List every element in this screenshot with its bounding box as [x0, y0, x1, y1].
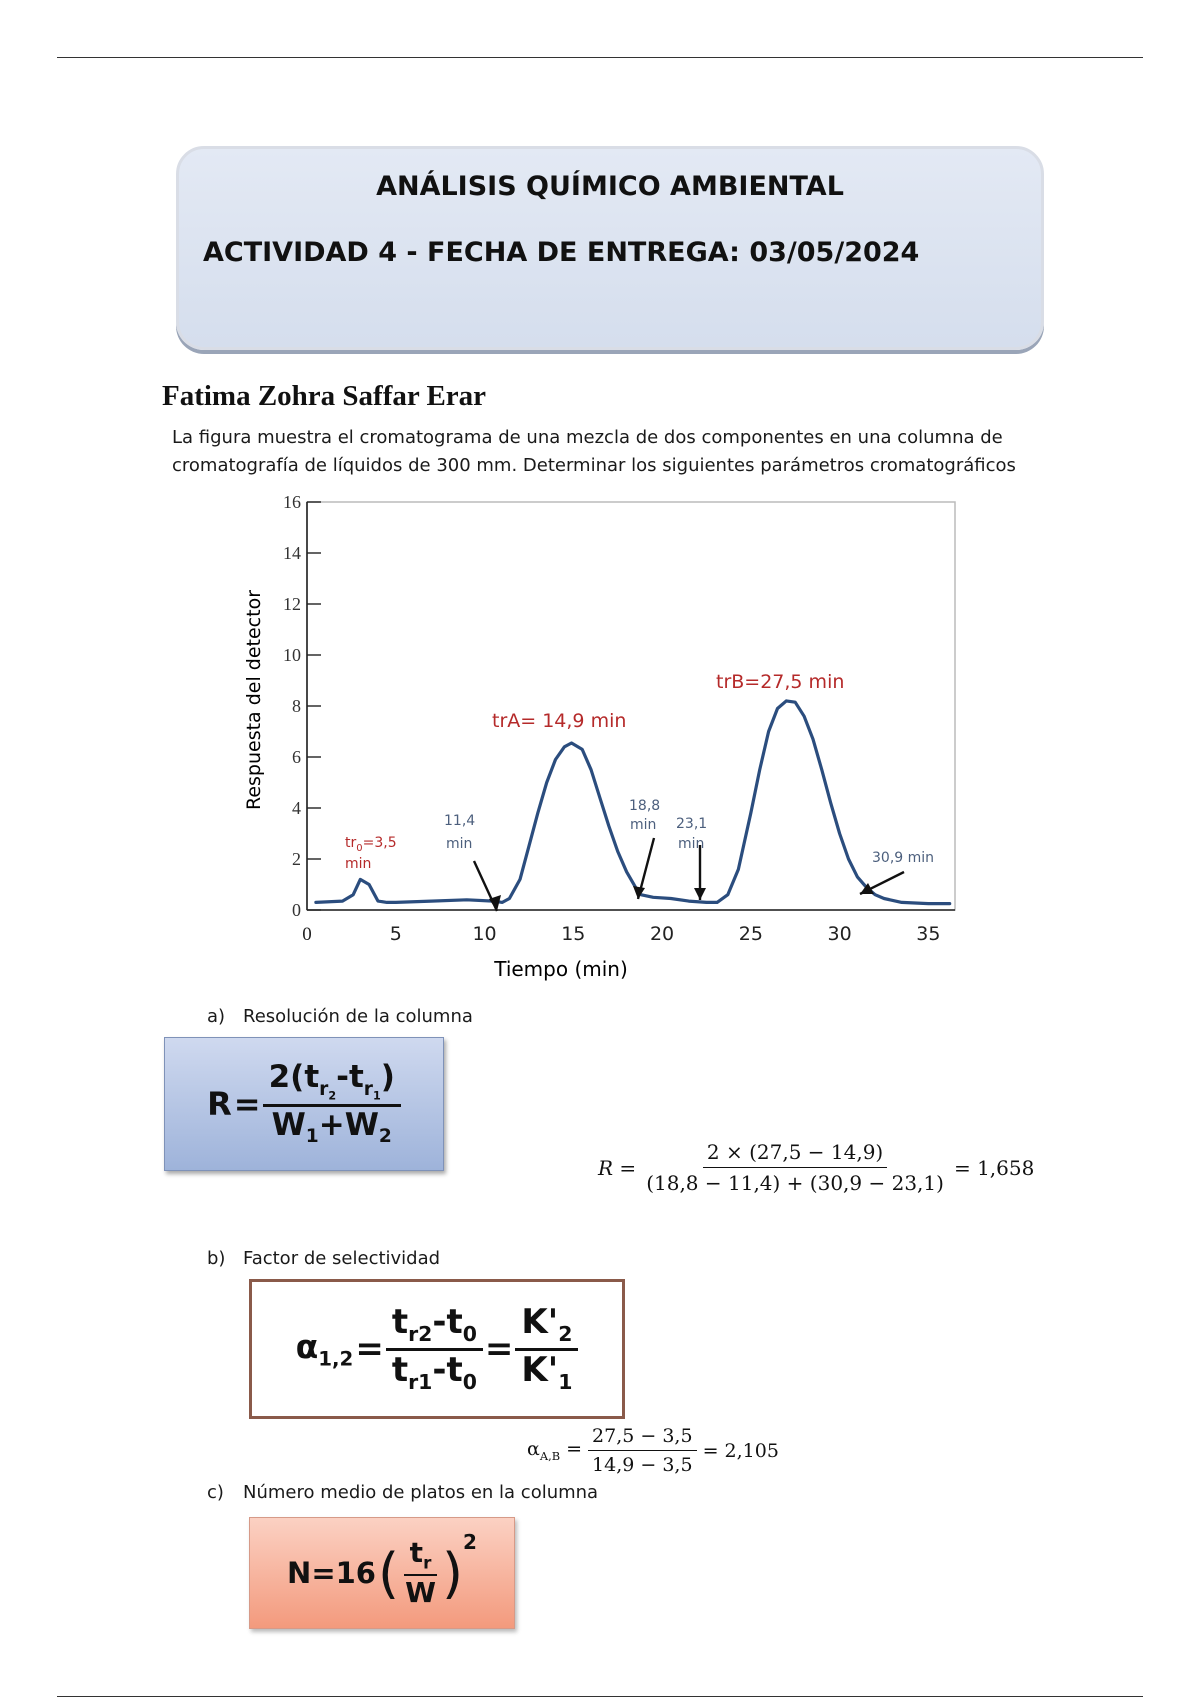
intro-text [172, 424, 1032, 480]
top-rule [57, 57, 1143, 58]
section-c-label: c) Número medio de platos en la columna [207, 1482, 599, 1503]
activity-title: ACTIVIDAD 4 - FECHA DE ENTREGA: 03/05/2024 [203, 237, 920, 268]
x-tick-label: 0 [302, 924, 312, 945]
section-b-label: b) Factor de selectividad [207, 1248, 441, 1269]
selectivity-time-fraction: $\frac{t_{r2}-t_0}{t_{r1}-t_0}$ [386, 1305, 483, 1392]
peak-b-label: trB=27,5 min [716, 671, 845, 693]
selectivity-calculation: $\alpha_{A,B}$ = $\frac{27,5 - 3,5}{14,9 - 3,5}$ = 2,105 [527, 1425, 779, 1476]
x-tick-label: 15 [561, 923, 586, 945]
tr0-label: $tr_0=3,5$ [345, 835, 397, 854]
selectivity-formula-box: $\alpha_{1,2}$ = $\frac{t_{r2}-t_0}{t_{r1}-t_0}$ = $\frac{K'_2}{K'_1}$ [249, 1279, 625, 1419]
time-30-9-label: 30,9 min [872, 850, 935, 866]
y-tick-label: 14 [283, 543, 301, 563]
time-18-8-min-label: min [630, 817, 657, 833]
chromatogram-chart [230, 490, 970, 990]
resolution-formula-box: R = $\frac{2(t_{r_2}-t_{r_1})}{W_1+W_2}$ [164, 1037, 444, 1171]
time-23-1-min-label: min [678, 836, 705, 852]
tr0-min-label: min [345, 856, 372, 872]
x-tick-label: 35 [916, 923, 941, 945]
section-a-label: a) Resolución de la columna [207, 1006, 473, 1027]
course-title: ANÁLISIS QUÍMICO AMBIENTAL [376, 171, 844, 202]
y-tick-label: 10 [283, 645, 301, 665]
y-tick-label: 12 [283, 594, 301, 614]
y-tick-label: 8 [292, 696, 301, 716]
y-tick-label: 0 [292, 900, 301, 920]
x-tick-label: 25 [738, 923, 763, 945]
x-tick-label: 20 [649, 923, 675, 945]
y-tick-label: 4 [292, 798, 301, 818]
plates-fraction: $\frac{t_r}{W}$ [405, 1536, 436, 1610]
arrow-18-8-head [633, 886, 645, 899]
plot-frame [307, 502, 955, 910]
intro-line-2: cromatografía de líquidos de 300 mm. Determinar los siguientes parámetros cromatográficos [172, 455, 1016, 476]
time-11-4-label: 11,4 [444, 813, 476, 829]
plates-formula-box: N=16 ( $\frac{t_r}{W}$ ) 2 [249, 1517, 515, 1629]
y-tick-label: 6 [292, 747, 301, 767]
selectivity-k-fraction: $\frac{K'_2}{K'_1}$ [515, 1305, 578, 1392]
time-18-8-label: 18,8 [629, 798, 661, 814]
resolution-calculation: R = $\frac{2 \times (27,5 - 14,9)}{(18,8 - 11,4) + (30,9 - 23,1)}$ = 1,658 [598, 1140, 1035, 1195]
time-23-1-label: 23,1 [676, 816, 708, 832]
resolution-fraction: $\frac{2(t_{r_2}-t_{r_1})}{W_1+W_2}$ [263, 1061, 401, 1146]
time-11-4-min-label: min [446, 836, 473, 852]
x-tick-label: 10 [472, 923, 497, 945]
header-box [176, 146, 1044, 350]
y-axis-label: Respuesta del detector [243, 589, 265, 811]
x-tick-label: 5 [389, 923, 402, 945]
y-tick-label: 16 [283, 492, 301, 512]
author-name: Fatima Zohra Saffar Erar [162, 380, 487, 412]
intro-line-1: La figura muestra el cromatograma de una mezcla de dos componentes en una columna de [172, 427, 1003, 448]
bottom-rule [57, 1696, 1143, 1697]
x-axis-label: Tiempo (min) [494, 957, 628, 981]
arrow-23-1-head [694, 888, 706, 900]
y-tick-label: 2 [292, 849, 301, 869]
peak-a-label: trA= 14,9 min [492, 710, 627, 732]
x-tick-label: 30 [827, 923, 852, 945]
